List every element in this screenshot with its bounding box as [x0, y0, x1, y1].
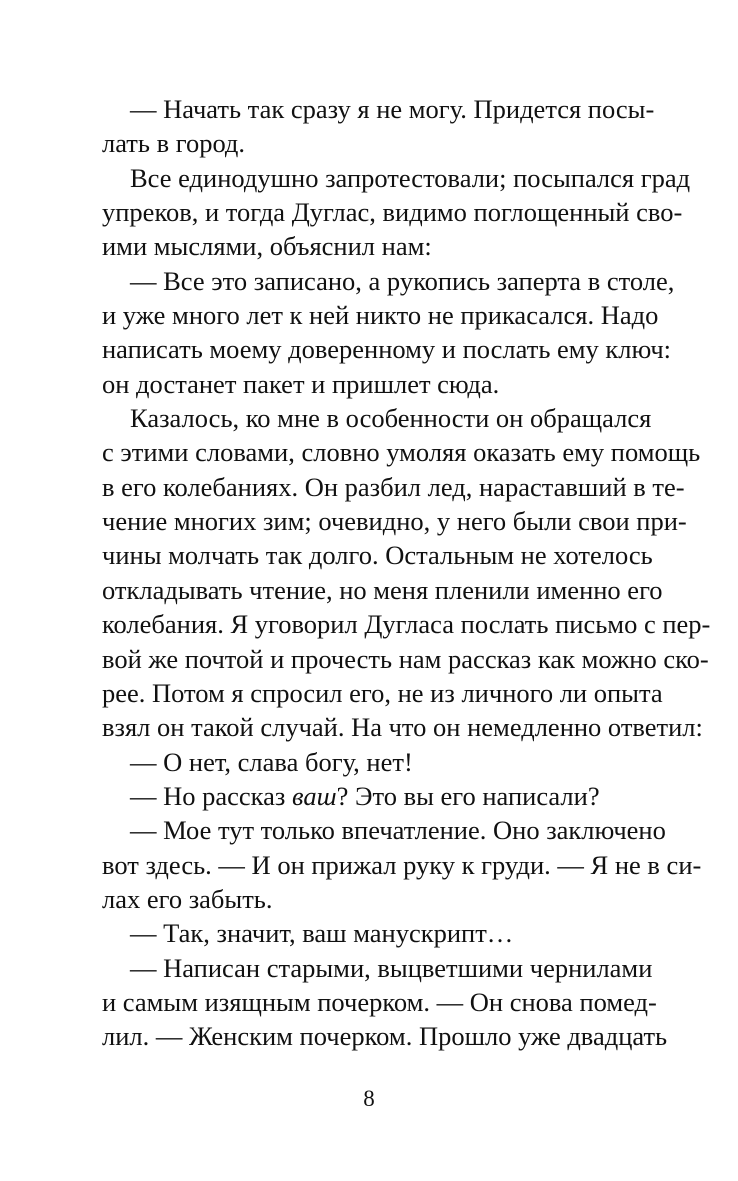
text-line: — Так, значит, ваш манускрипт…: [130, 918, 514, 949]
text-fragment: — Но рассказ: [130, 780, 293, 811]
text-line: взял он такой случай. На что он немедленно ответил:: [102, 712, 703, 743]
text-line: откладывать чтение, но меня пленили именно его: [102, 574, 663, 605]
text-line: с этими словами, словно умоляя оказать ему помощь: [102, 437, 701, 468]
text-line: — О нет, слава богу, нет!: [130, 746, 413, 777]
text-line: в его колебаниях. Он разбил лед, нараставший в те-: [102, 471, 685, 502]
text-line: лать в город.: [102, 128, 246, 159]
text-line: Казалось, ко мне в особенности он обращался: [130, 403, 652, 434]
text-line: чины молчать так долго. Остальным не хотелось: [102, 540, 653, 571]
text-line: и уже много лет к ней никто не прикасался. Надо: [102, 300, 659, 331]
text-line: — Мое тут только впечатление. Оно заключено: [130, 815, 666, 846]
text-line: лил. — Женским почерком. Прошло уже двадцать: [102, 1021, 668, 1052]
page-number: 8: [363, 1086, 375, 1111]
text-line: — Все это записано, а рукопись заперта в столе,: [130, 265, 675, 296]
text-line: Все единодушно запротестовали; посыпался град: [130, 162, 691, 193]
text-line: и самым изящным почерком. — Он снова помед-: [102, 986, 657, 1017]
text-line: лах его забыть.: [102, 883, 273, 914]
text-line: — Написан старыми, выцветшими чернилами: [130, 952, 653, 983]
text-line: вой же почтой и прочесть нам рассказ как можно ско-: [102, 643, 709, 674]
text-line: рее. Потом я спросил его, не из личного ли опыта: [102, 677, 663, 708]
text-line: колебания. Я уговорил Дугласа послать письмо с пер-: [102, 609, 711, 640]
text-line: ими мыслями, объяснил нам:: [102, 231, 432, 262]
text-line: он достанет пакет и пришлет сюда.: [102, 368, 500, 399]
text-line: [102, 779, 640, 813]
body-text: [102, 92, 711, 1054]
text-line: написать моему доверенному и послать ему ключ:: [102, 334, 672, 365]
text-line: упреков, и тогда Дуглас, видимо поглощенный сво-: [102, 197, 683, 228]
text-line: чение многих зим; очевидно, у него были свои при-: [102, 506, 687, 537]
text-fragment: ? Это вы его написали?: [336, 780, 600, 811]
text-line: — Начать так сразу я не могу. Придется посы-: [130, 94, 655, 124]
emphasis-text: ваш: [292, 780, 337, 811]
text-line: вот здесь. — И он прижал руку к груди. — Я не в си-: [102, 849, 702, 880]
